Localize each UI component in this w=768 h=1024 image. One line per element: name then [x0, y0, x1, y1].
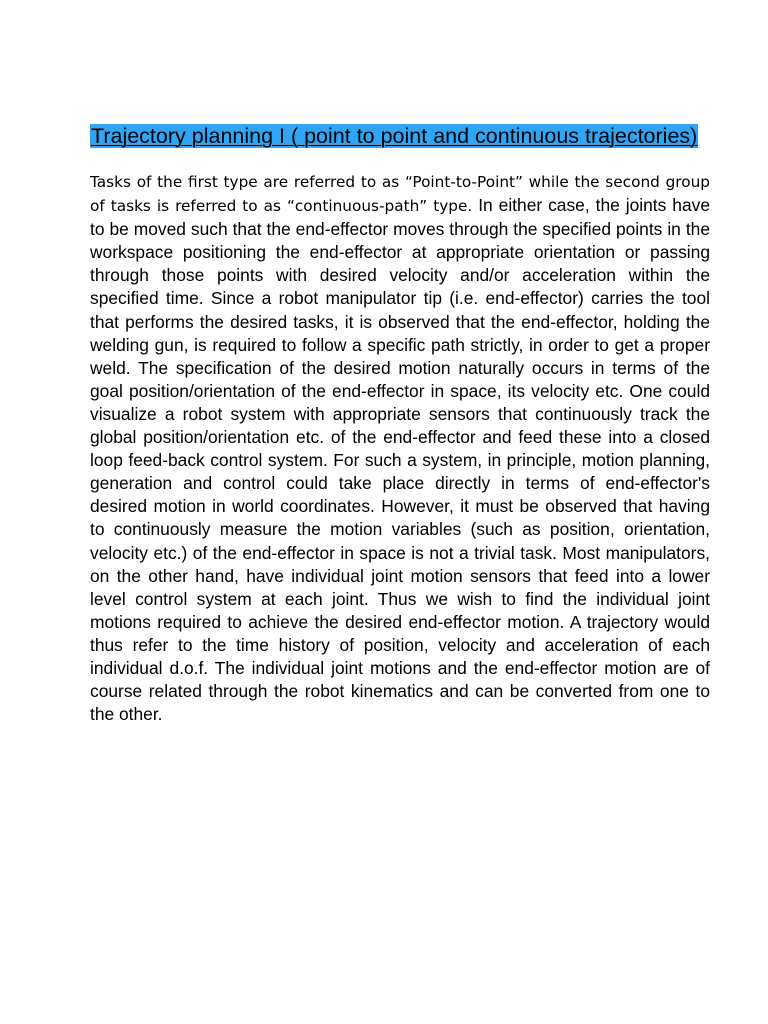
document-title	[90, 122, 710, 150]
document-title-text: Trajectory planning I ( point to point and continuous trajectories)	[91, 124, 698, 148]
body-lead-text: Tasks of the first type are referred to as “Point-to-Point” while the second group of tasks is referred to as “continuous-path” type.	[90, 173, 710, 216]
document-content	[90, 122, 710, 726]
body-main-text: In either case, the joints have to be moved such that the end-effector moves through the specified points in the workspace positioning the end-effector at appropriate orientation or passing through those points with desired velocity and/or acceleration within the specified time. Since a robot manipulator tip (i.e. end-effector) carries the tool that performs the desired tasks, it is observed that the end-effector, holding the welding gun, is required to follow a specific path strictly, in order to get a proper weld. The specification of the desired motion naturally occurs in terms of the goal position/orientation of the end-effector in space, its velocity etc. One could visualize a robot system with appropriate sensors that continuously track the global position/orientation etc. of the end-effector and feed these into a closed loop feed-back control system. For such a system, in principle, motion planning, generation and control could take place directly in terms of end-effector's desired motion in world coordinates. However, it must be observed that having to continuously measure the motion variables (such as position, orientation, velocity etc.) of the end-effector in space is not a trivial task. Most manipulators, on the other hand, have individual joint motion sensors that feed into a lower level control system at each joint. Thus we wish to find the individual joint motions required to achieve the desired end-effector motion. A trajectory would thus refer to the time history of position, velocity and acceleration of each individual d.o.f. The individual joint motions and the end-effector motion are of course related through the robot kinematics and can be converted from one to the other.	[90, 195, 710, 725]
body-paragraph	[90, 170, 710, 726]
